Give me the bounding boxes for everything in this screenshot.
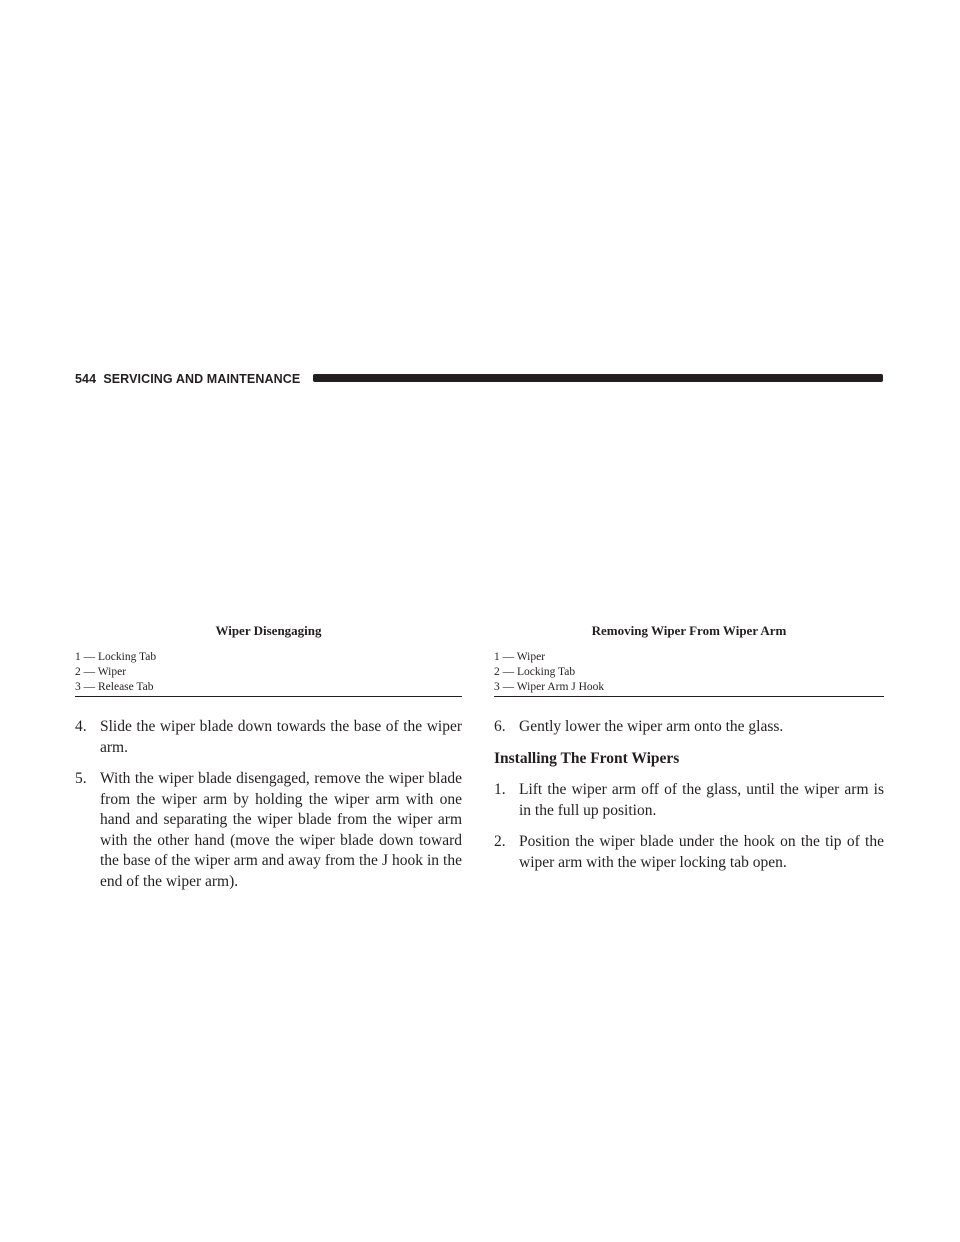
- legend-item: 3 — Wiper Arm J Hook: [494, 681, 605, 693]
- legend-item: 2 — Locking Tab: [494, 666, 576, 678]
- step-number: 5.: [75, 770, 87, 787]
- step-text: Position the wiper blade under the hook on the tip of the wiper arm with the wiper locking tab open.: [519, 833, 884, 871]
- step-text: Gently lower the wiper arm onto the glass.: [519, 718, 784, 735]
- legend-item: 1 — Locking Tab: [75, 651, 157, 663]
- section-subheading: Installing The Front Wipers: [494, 749, 680, 767]
- header-rule-bar: [313, 374, 883, 382]
- left-column-text: [75, 717, 462, 903]
- left-figure-caption: Wiper Disengaging: [215, 623, 322, 638]
- step-number: 6.: [494, 718, 506, 735]
- procedure-step: [75, 769, 462, 892]
- procedure-step: [494, 832, 884, 873]
- right-caption-rule: [494, 696, 884, 697]
- page-number: 544: [75, 372, 97, 386]
- legend-item: 1 — Wiper: [494, 651, 546, 663]
- step-text: Slide the wiper blade down towards the base of the wiper arm.: [100, 718, 462, 756]
- step-number: 4.: [75, 718, 87, 735]
- legend-item: 2 — Wiper: [75, 666, 127, 678]
- step-text: With the wiper blade disengaged, remove the wiper blade from the wiper arm by holding the wiper arm with one hand and separating the wiper blade from the wiper arm with the other hand (move the wiper blade down toward the base of the wiper arm and away from the J hook in the end of the wiper arm).: [100, 770, 462, 890]
- right-figure-legend: [494, 650, 884, 695]
- running-header: [75, 370, 883, 388]
- procedure-step: [75, 717, 462, 758]
- step-text: Lift the wiper arm off of the glass, until the wiper arm is in the full up position.: [519, 781, 884, 819]
- left-figure-legend: [75, 650, 462, 695]
- procedure-step: [494, 780, 884, 821]
- left-caption-rule: [75, 696, 462, 697]
- header-text: [75, 370, 300, 388]
- right-figure-caption: Removing Wiper From Wiper Arm: [591, 623, 787, 638]
- step-number: 2.: [494, 833, 506, 850]
- procedure-step: [494, 717, 884, 738]
- legend-item: 3 — Release Tab: [75, 681, 154, 693]
- step-number: 1.: [494, 781, 506, 798]
- section-title: SERVICING AND MAINTENANCE: [103, 372, 301, 386]
- right-column-text: [494, 717, 884, 884]
